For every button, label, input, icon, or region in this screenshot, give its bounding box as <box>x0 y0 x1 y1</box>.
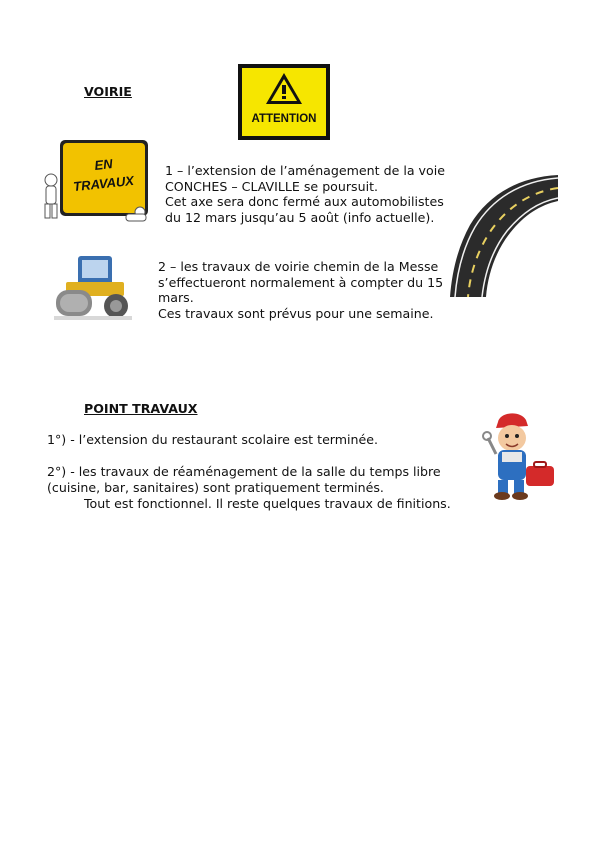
en-travaux-line1: EN <box>93 156 114 173</box>
point-travaux-heading: POINT TRAVAUX <box>84 401 198 416</box>
road-icon <box>448 175 558 297</box>
repairman-icon <box>480 410 560 502</box>
point-travaux-item-2-line: (cuisine, bar, sanitaires) sont pratiquement terminés. <box>47 479 384 495</box>
voirie-item-1-line: CONCHES – CLAVILLE se poursuit. <box>165 178 379 194</box>
voirie-heading: VOIRIE <box>84 84 132 99</box>
voirie-item-1-line: 1 – l’extension de l’aménagement de la voie <box>165 163 445 178</box>
en-travaux-line2: TRAVAUX <box>72 172 135 195</box>
attention-label: ATTENTION <box>251 113 317 125</box>
point-travaux-item-2 <box>47 464 441 495</box>
point-travaux-item-2-note: Tout est fonctionnel. Il reste quelques travaux de finitions. <box>84 496 451 511</box>
voirie-item-1 <box>165 163 445 225</box>
en-travaux-sign-icon <box>40 136 155 224</box>
voirie-item-1-line: Cet axe sera donc fermé aux automobilistes <box>165 194 444 209</box>
voirie-item-2-line: s’effectueront normalement à compter du 15 <box>158 274 444 290</box>
voirie-item-2-line: Ces travaux sont prévus pour une semaine. <box>158 305 434 321</box>
voirie-item-2-line: mars. <box>158 290 194 305</box>
road-roller-icon <box>52 250 134 324</box>
voirie-item-2-line: 2 – les travaux de voirie chemin de la Messe <box>158 259 439 274</box>
voirie-item-1-line: du 12 mars jusqu’au 5 août (info actuelle). <box>165 209 435 225</box>
attention-sign-icon <box>238 64 330 140</box>
point-travaux-item-1: 1°) - l’extension du restaurant scolaire est terminée. <box>47 432 379 447</box>
point-travaux-item-2-line: 2°) - les travaux de réaménagement de la salle du temps libre <box>47 464 441 479</box>
voirie-item-2 <box>158 259 443 321</box>
